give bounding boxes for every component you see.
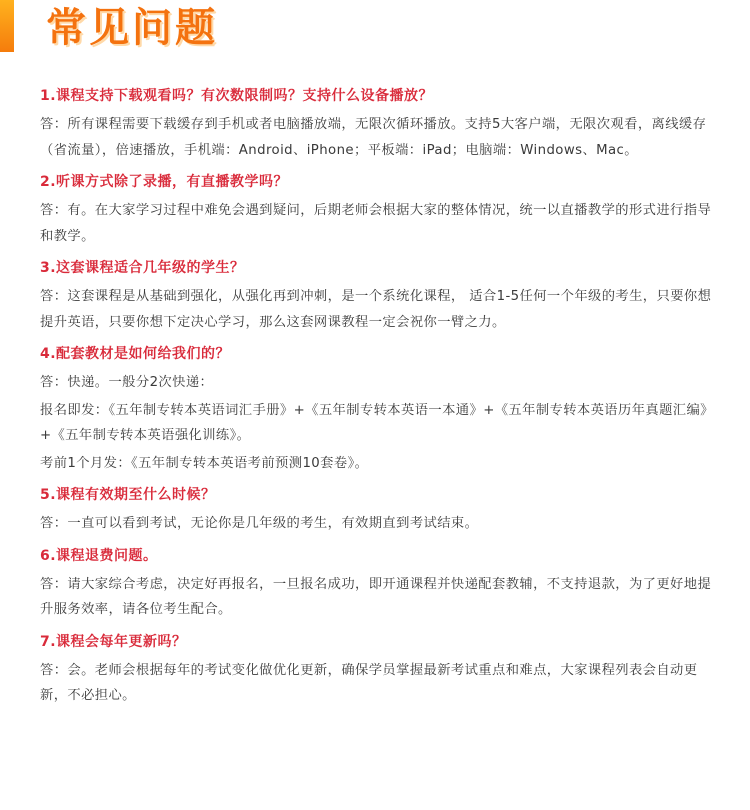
faq-list xyxy=(40,86,712,718)
faq-question: 6.课程退费问题。 xyxy=(40,547,158,564)
page-header xyxy=(0,0,750,60)
faq-question: 5.课程有效期至什么时候？ xyxy=(40,487,216,503)
faq-item-1 xyxy=(40,86,712,163)
faq-question: 7.课程会每年更新吗？ xyxy=(40,633,187,650)
faq-answer: 答：一直可以看到考试，无论你是几年级的考生，有效期直到考试结束。 xyxy=(40,516,479,531)
faq-answer: 答：快递。一般分2次快递： xyxy=(40,375,214,390)
faq-answer: 答：有。在大家学习过程中难免会遇到疑问，后期老师会根据大家的整体情况，统一以直播教学的形式进行指导和教学。 xyxy=(40,203,712,244)
faq-answer: 报名即发：《五年制专转本英语词汇手册》+《五年制专转本英语一本通》+《五年制专转本英语历年真题汇编》+《五年制专转本英语强化训练》。 xyxy=(40,402,708,443)
faq-answer: 答：所有课程需要下载缓存到手机或者电脑播放端，无限次循环播放。支持5大客户端，无限次观看，离线缓存（省流量），倍速播放，手机端：Android、iPhone；平板端：iPad；电脑端：Windows、Mac。 xyxy=(40,117,707,158)
faq-item-2 xyxy=(40,172,712,249)
faq-question: 3.这套课程适合几年级的学生？ xyxy=(40,260,245,276)
faq-answer: 答：会。老师会根据每年的考试变化做优化更新，确保学员掌握最新考试重点和难点，大家课程列表会自动更新，不必担心。 xyxy=(40,662,698,703)
faq-question: 4.配套教材是如何给我们的？ xyxy=(40,346,231,362)
faq-item-5 xyxy=(40,485,712,537)
faq-item-3 xyxy=(40,258,712,335)
faq-question: 2.听课方式除了录播，有直播教学吗？ xyxy=(40,174,289,190)
title-accent-bar xyxy=(0,0,14,52)
faq-item-7 xyxy=(40,632,712,709)
faq-answer: 答：这套课程是从基础到强化，从强化再到冲刺，是一个系统化课程， 适合1-5任何一个年级的考生，只要你想提升英语，只要你想下定决心学习，那么这套网课教程一定会祝你一臂之力。 xyxy=(40,289,712,330)
faq-item-6 xyxy=(40,546,712,623)
faq-answer: 考前1个月发：《五年制专转本英语考前预测10套卷》。 xyxy=(40,455,369,471)
faq-answer: 答：请大家综合考虑，决定好再报名，一旦报名成功，即开通课程并快递配套教辅，不支持退款，为了更好地提升服务效率，请各位考生配合。 xyxy=(40,576,712,617)
page-title: 常见问题 xyxy=(46,5,218,51)
faq-item-4 xyxy=(40,344,712,476)
faq-question: 1.课程支持下载观看吗？有次数限制吗？支持什么设备播放？ xyxy=(40,88,434,104)
